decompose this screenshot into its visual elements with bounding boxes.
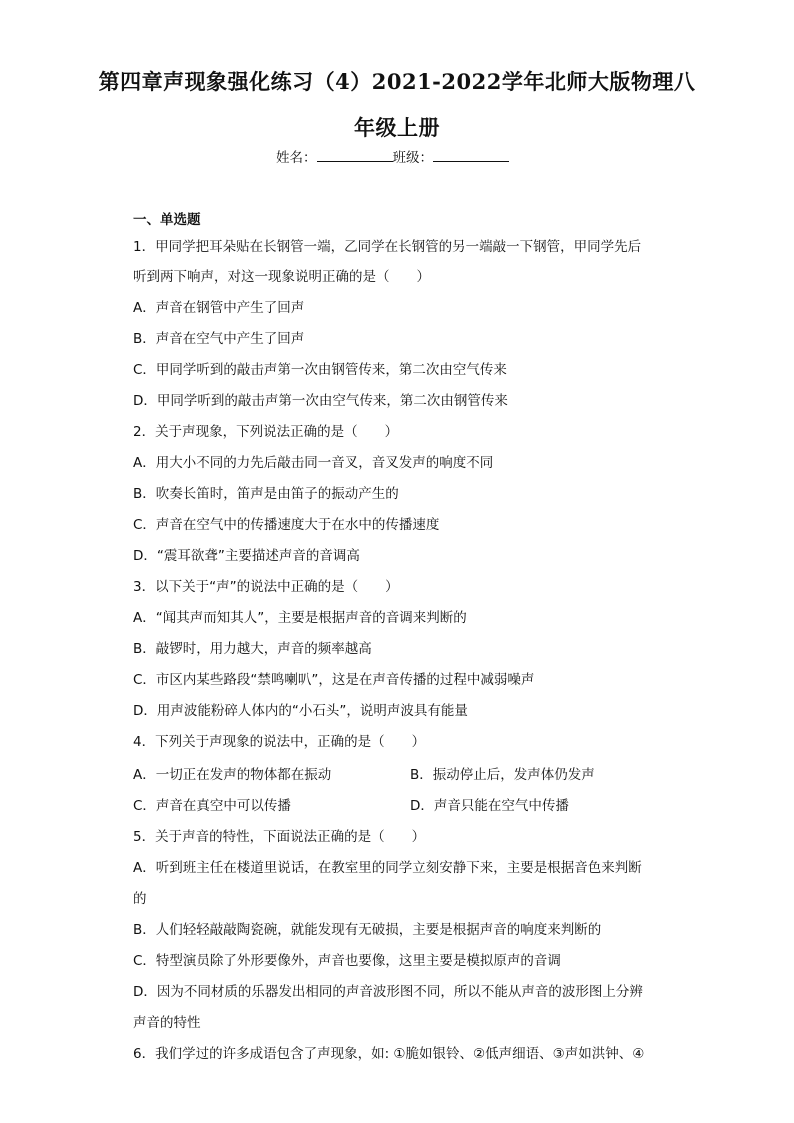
worksheet-title-line2: 年级上册	[354, 115, 440, 140]
question-4-option-a: A．一切正在发声的物体都在振动	[133, 767, 332, 783]
question-3-option-c: C．市区内某些路段“禁鸣喇叭”，这是在声音传播的过程中减弱噪声	[133, 672, 535, 688]
question-1-stem-line2: 听到两下响声，对这一现象说明正确的是（ ）	[133, 269, 430, 285]
question-3-option-d: D．用声波能粉碎人体内的“小石头”，说明声波具有能量	[133, 703, 468, 719]
question-1-option-d: D．甲同学听到的敲击声第一次由空气传来，第二次由钢管传来	[133, 393, 508, 409]
question-6-stem: 6．我们学过的许多成语包含了声现象，如: ①脆如银铃、②低声细语、③声如洪钟、④	[133, 1046, 645, 1062]
question-2-option-a: A．用大小不同的力先后敲击同一音叉，音叉发声的响度不同	[133, 455, 494, 471]
question-2-option-b: B．吹奏长笛时，笛声是由笛子的振动产生的	[133, 486, 399, 502]
question-4-option-c: C．声音在真空中可以传播	[133, 798, 291, 814]
question-2-option-d: D．“震耳欲聋”主要描述声音的音调高	[133, 548, 360, 564]
question-1-stem-line1: 1．甲同学把耳朵贴在长钢管一端，乙同学在长钢管的另一端敲一下钢管，甲同学先后	[133, 239, 642, 255]
question-5-stem: 5．关于声音的特性，下面说法正确的是（ ）	[133, 829, 426, 845]
question-4-stem: 4．下列关于声现象的说法中，正确的是（ ）	[133, 734, 426, 750]
question-5-option-a-line1: A．听到班主任在楼道里说话，在教室里的同学立刻安静下来，主要是根据音色来判断	[133, 860, 642, 876]
class-label: 班级：	[392, 150, 433, 166]
class-blank[interactable]	[433, 149, 509, 162]
question-2-option-c: C．声音在空气中的传播速度大于在水中的传播速度	[133, 517, 440, 533]
question-1-option-a: A．声音在钢管中产生了回声	[133, 300, 305, 316]
name-label: 姓名：	[276, 150, 317, 166]
question-5-option-c: C．特型演员除了外形要像外，声音也要像，这里主要是模拟原声的音调	[133, 953, 561, 969]
question-4-option-b: B．振动停止后，发声体仍发声	[410, 767, 595, 783]
question-4-option-d: D．声音只能在空气中传播	[410, 798, 569, 814]
question-5-option-d-line1: D．因为不同材质的乐器发出相同的声音波形图不同，所以不能从声音的波形图上分辨	[133, 984, 643, 1000]
question-2-stem: 2．关于声现象，下列说法正确的是（ ）	[133, 424, 399, 440]
question-5-option-a-line2: 的	[133, 891, 147, 907]
question-3-option-a: A．“闻其声而知其人”，主要是根据声音的音调来判断的	[133, 610, 467, 626]
question-5-option-d-line2: 声音的特性	[133, 1015, 201, 1031]
name-blank[interactable]	[317, 149, 393, 162]
question-5-option-b: B．人们轻轻敲敲陶瓷碗，就能发现有无破损，主要是根据声音的响度来判断的	[133, 922, 602, 938]
student-info-line	[276, 146, 509, 166]
question-3-option-b: B．敲锣时，用力越大，声音的频率越高	[133, 641, 372, 657]
question-1-option-c: C．甲同学听到的敲击声第一次由钢管传来，第二次由空气传来	[133, 362, 507, 378]
worksheet-title-line1: 第四章声现象强化练习（4）2021-2022学年北师大版物理八	[98, 69, 696, 94]
question-1-option-b: B．声音在空气中产生了回声	[133, 331, 305, 347]
section-heading: 一、单选题	[133, 212, 201, 228]
question-3-stem: 3．以下关于“声”的说法中正确的是（ ）	[133, 579, 399, 595]
